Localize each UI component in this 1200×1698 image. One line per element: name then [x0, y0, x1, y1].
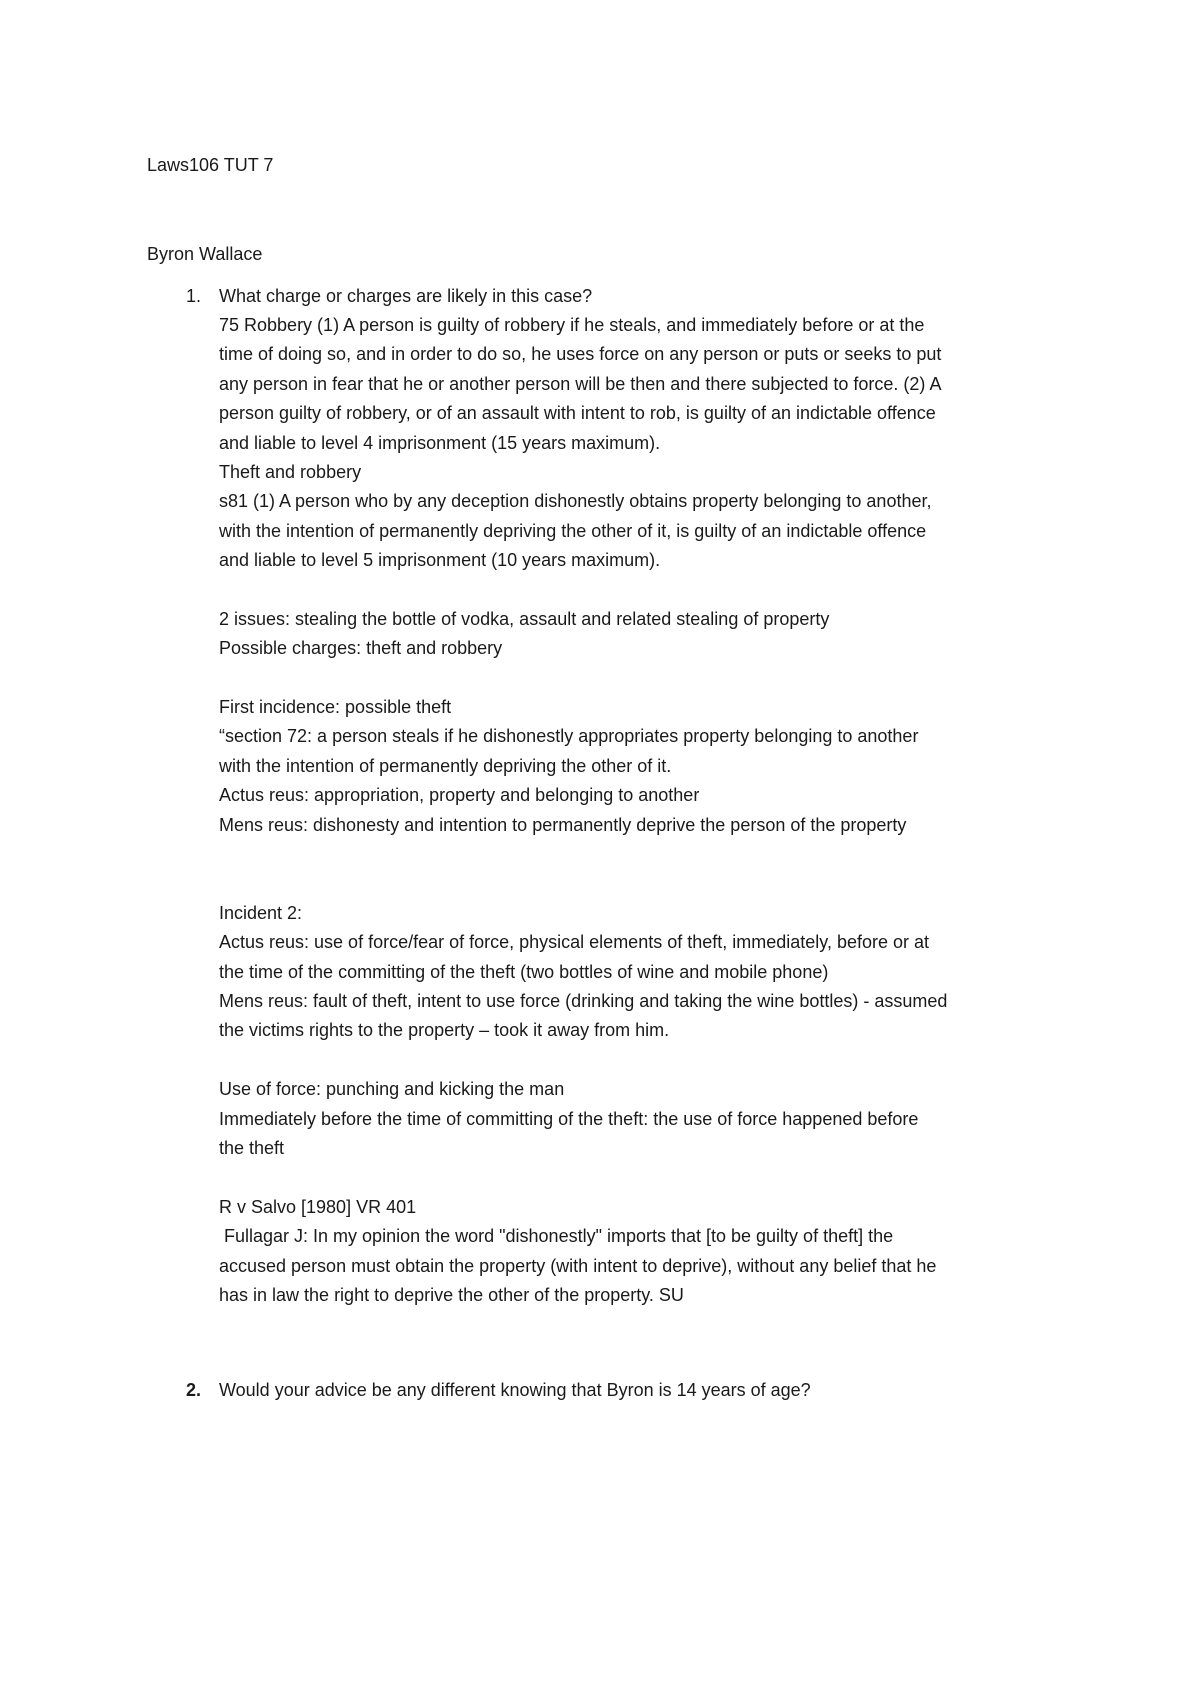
question-2-text: Would your advice be any different knowing that Byron is 14 years of age?: [219, 1380, 811, 1400]
issues-line: 2 issues: stealing the bottle of vodka, assault and related stealing of property: [219, 608, 830, 629]
statute-line: with the intention of permanently depriving the other of it, is guilty of an indictable offence: [219, 520, 927, 541]
statute-line: time of doing so, and in order to do so, he uses force on any person or puts or seeks to put: [219, 344, 942, 365]
statute-line: and liable to level 5 imprisonment (10 years maximum).: [219, 550, 661, 571]
case-line: Fullagar J: In my opinion the word "dishonestly" imports that [to be guilty of theft] the: [219, 1226, 894, 1247]
question-1-number: 1.: [186, 286, 202, 306]
question-2-number: 2.: [186, 1380, 202, 1400]
spacer: [219, 576, 1099, 605]
statute-line: any person in fear that he or another person will be then and there subjected to force. (2) A: [219, 373, 942, 394]
statute-line: 75 Robbery (1) A person is guilty of robbery if he steals, and immediately before or at the: [219, 315, 925, 335]
statute-line: person guilty of robbery, or of an assault with intent to rob, is guilty of an indictable offence: [219, 403, 936, 424]
incident-1-line: Mens reus: dishonesty and intention to permanently deprive the person of the property: [219, 814, 907, 835]
case-line: R v Salvo [1980] VR 401: [219, 1196, 417, 1217]
incident-2-line: Actus reus: use of force/fear of force, physical elements of theft, immediately, before or at: [219, 932, 929, 953]
incident-1-line: Actus reus: appropriation, property and belonging to another: [219, 785, 700, 806]
incident-1-line: First incidence: possible theft: [219, 697, 452, 718]
force-line: Use of force: punching and kicking the man: [219, 1079, 565, 1100]
statute-line: s81 (1) A person who by any deception dishonestly obtains property belonging to another,: [219, 491, 932, 512]
case-line: accused person must obtain the property (with intent to deprive), without any belief that he: [219, 1255, 937, 1276]
incident-1-line: with the intention of permanently depriving the other of it.: [219, 755, 672, 776]
answer-1-body: [219, 311, 1099, 1310]
spacer: [219, 664, 1099, 693]
question-1-text: What charge or charges are likely in this case?: [219, 286, 593, 306]
incident-2-line: Incident 2:: [219, 902, 303, 923]
spacer: [219, 840, 1099, 899]
student-name: Byron Wallace: [147, 244, 263, 264]
incident-2-line: the time of the committing of the theft (two bottles of wine and mobile phone): [219, 961, 829, 982]
spacer: [219, 1046, 1099, 1075]
document-title: Laws106 TUT 7: [147, 155, 274, 175]
spacer: [219, 1163, 1099, 1192]
force-line: the theft: [219, 1137, 285, 1158]
case-line: has in law the right to deprive the other of the property. SU: [219, 1284, 684, 1305]
statute-line: Theft and robbery: [219, 461, 362, 482]
incident-2-line: the victims rights to the property – took it away from him.: [219, 1020, 670, 1041]
statute-line: and liable to level 4 imprisonment (15 years maximum).: [219, 432, 661, 453]
incident-1-line: “section 72: a person steals if he dishonestly appropriates property belonging to another: [219, 726, 919, 747]
issues-line: Possible charges: theft and robbery: [219, 638, 503, 659]
force-line: Immediately before the time of committing of the theft: the use of force happened before: [219, 1108, 919, 1129]
incident-2-line: Mens reus: fault of theft, intent to use force (drinking and taking the wine bottles) - assumed: [219, 991, 948, 1011]
